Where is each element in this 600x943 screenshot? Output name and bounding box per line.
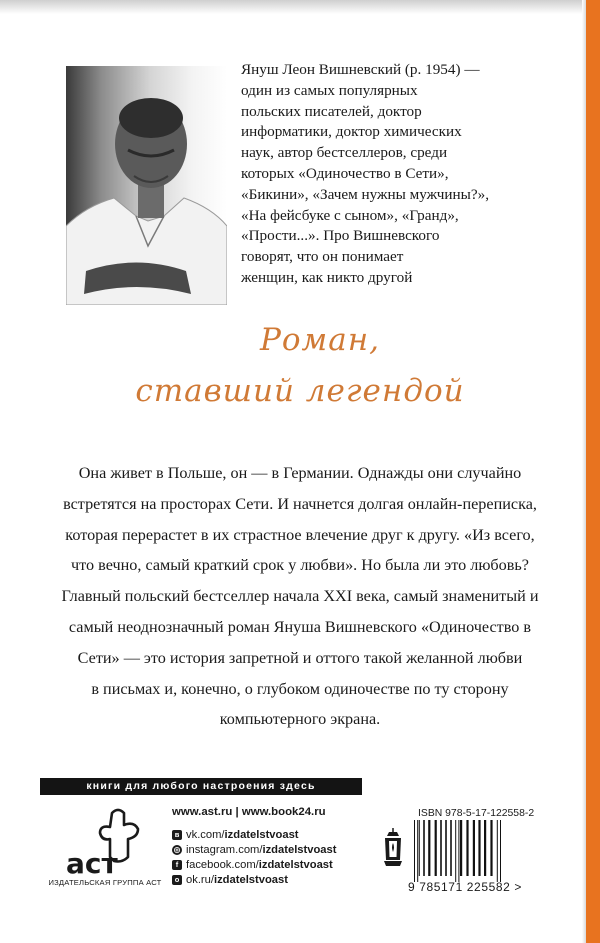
barcode-guard-bar (455, 820, 456, 882)
website-links[interactable]: www.ast.ru | www.book24.ru (172, 806, 326, 818)
blurb-line: что вечно, самый краткий срок у любви». Но была ли это любовь? (71, 556, 529, 575)
bio-line: «Бикини», «Зачем нужны мужчины?», (241, 185, 490, 203)
publisher-label: ИЗДАТЕЛЬСКАЯ ГРУППА АСТ (48, 878, 162, 887)
bio-line: Януш Леон Вишневский (р. 1954) — (241, 61, 480, 78)
bio-line: говорят, что он понимает (241, 248, 404, 266)
lantern-icon (381, 828, 405, 870)
barcode-bar (460, 820, 462, 876)
publisher-links (172, 806, 336, 887)
bio-line: «Прости...». Про Вишневского (241, 227, 440, 245)
social-link-vk[interactable] (172, 827, 336, 842)
facebook-icon: f (172, 860, 182, 870)
barcode-guard-bar (414, 820, 415, 882)
barcode-bar (419, 820, 420, 876)
odnoklassniki-icon: о (172, 875, 182, 885)
isbn-barcode (410, 820, 545, 882)
blurb-line: встретятся на просторах Сети. И начнется долгая онлайн-переписка, (63, 494, 537, 513)
barcode-guard-bar (417, 820, 418, 882)
author-bio (241, 60, 531, 289)
blurb-line: которая перерастет в их страстное влечение друг к другу. «Из всего, (65, 525, 535, 544)
instagram-icon: ◎ (173, 844, 181, 854)
barcode-bar (478, 820, 480, 876)
bio-line: женщин, как никто другой (241, 268, 413, 286)
social-prefix: instagram.com/ (186, 843, 263, 856)
ast-logo (52, 805, 162, 915)
blurb-line: Сети» — это история запретной и оттого такой желанной любви (77, 648, 523, 667)
barcode-bar (423, 820, 425, 876)
barcode-bar (466, 820, 468, 876)
tagline-banner: книги для любого настроения здесь (40, 778, 362, 795)
barcode-bar (435, 820, 437, 876)
bio-line: информатики, доктор химических (241, 123, 462, 141)
social-link-ok[interactable] (172, 872, 336, 887)
barcode-guard-bar (500, 820, 501, 882)
bio-line: польских писателей, доктор (241, 102, 422, 120)
barcode-bar (445, 820, 447, 876)
social-handle: izdatelstvoast (262, 843, 337, 856)
barcode-digits: 9 785171 225582 > (408, 880, 522, 894)
cover-top-edge (0, 0, 600, 14)
author-photo (66, 66, 227, 305)
barcode-bar (484, 820, 486, 876)
bio-line: один из самых популярных (241, 81, 418, 99)
headline-line-2: ставший легендой (135, 373, 465, 409)
social-handle: izdatelstvoast (224, 828, 299, 841)
bio-line: наук, автор бестселлеров, среди (241, 144, 448, 162)
barcode-guard-bar (497, 820, 498, 882)
barcode-bar (473, 820, 475, 876)
blurb-line: компьютерного экрана. (219, 710, 381, 729)
ast-logo-text: аст (66, 847, 118, 880)
isbn-label: ISBN 978-5-17-122558-2 (418, 808, 535, 819)
social-prefix: ok.ru/ (186, 873, 214, 886)
barcode-bar (428, 820, 430, 876)
barcode-guard-bar (458, 820, 459, 882)
social-handle: izdatelstvoast (258, 858, 333, 871)
social-handle: izdatelstvoast (213, 873, 288, 886)
social-prefix: facebook.com/ (186, 858, 259, 871)
social-links (172, 827, 336, 887)
barcode-bar (450, 820, 452, 876)
barcode-bar (490, 820, 492, 876)
book-blurb (30, 458, 570, 735)
blurb-line: в письмах и, конечно, о глубоком одиночестве по ту сторону (91, 679, 509, 698)
bio-line: которых «Одиночество в Сети», (241, 164, 449, 182)
social-prefix: vk.com/ (186, 828, 225, 841)
social-link-facebook[interactable] (172, 857, 336, 872)
blurb-line: Главный польский бестселлер начала XXI века, самый знаменитый и (61, 587, 539, 606)
vk-icon: в (172, 830, 182, 840)
blurb-line: Она живет в Польше, он — в Германии. Однажды они случайно (78, 464, 522, 482)
barcode-bar (440, 820, 442, 876)
blurb-line: самый неоднозначный роман Януша Вишневского «Одиночество в (68, 617, 532, 636)
social-link-instagram[interactable] (172, 842, 336, 857)
headline-line-1: Роман, (260, 322, 380, 358)
orange-spine (586, 0, 600, 943)
bio-line: «На фейсбуке с сыном», «Гранд», (241, 206, 459, 224)
